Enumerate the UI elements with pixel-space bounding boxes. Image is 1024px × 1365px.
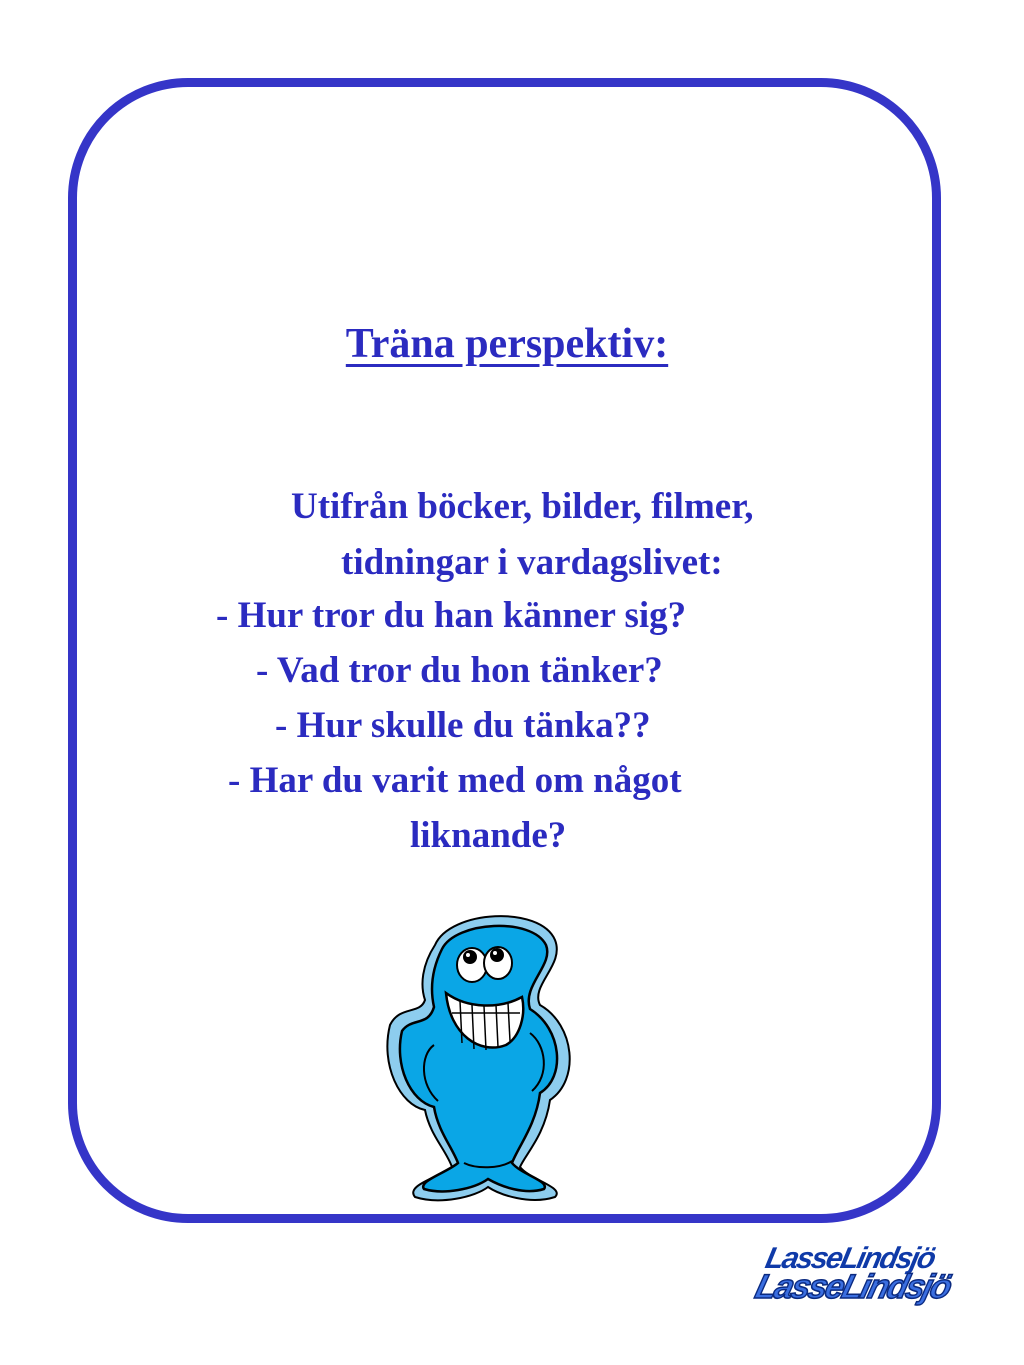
question-4-continued: liknande? — [410, 815, 567, 856]
text-line-1: Utifrån böcker, bilder, filmer, — [291, 486, 754, 527]
question-4: - Har du varit med om något — [228, 760, 682, 801]
svg-text:LasseLindsjö: LasseLindsjö — [762, 1242, 938, 1275]
page-title: Träna perspektiv: — [345, 321, 669, 367]
smiling-fish-mascot-icon — [380, 905, 580, 1205]
svg-text:LasseLindsjö: LasseLindsjö — [751, 1268, 955, 1306]
signature-logo-icon — [748, 1240, 970, 1310]
question-3: - Hur skulle du tänka?? — [275, 705, 651, 746]
question-2: - Vad tror du hon tänker? — [256, 650, 663, 691]
text-line-2: tidningar i vardagslivet: — [341, 542, 723, 583]
question-1: - Hur tror du han känner sig? — [216, 595, 687, 636]
